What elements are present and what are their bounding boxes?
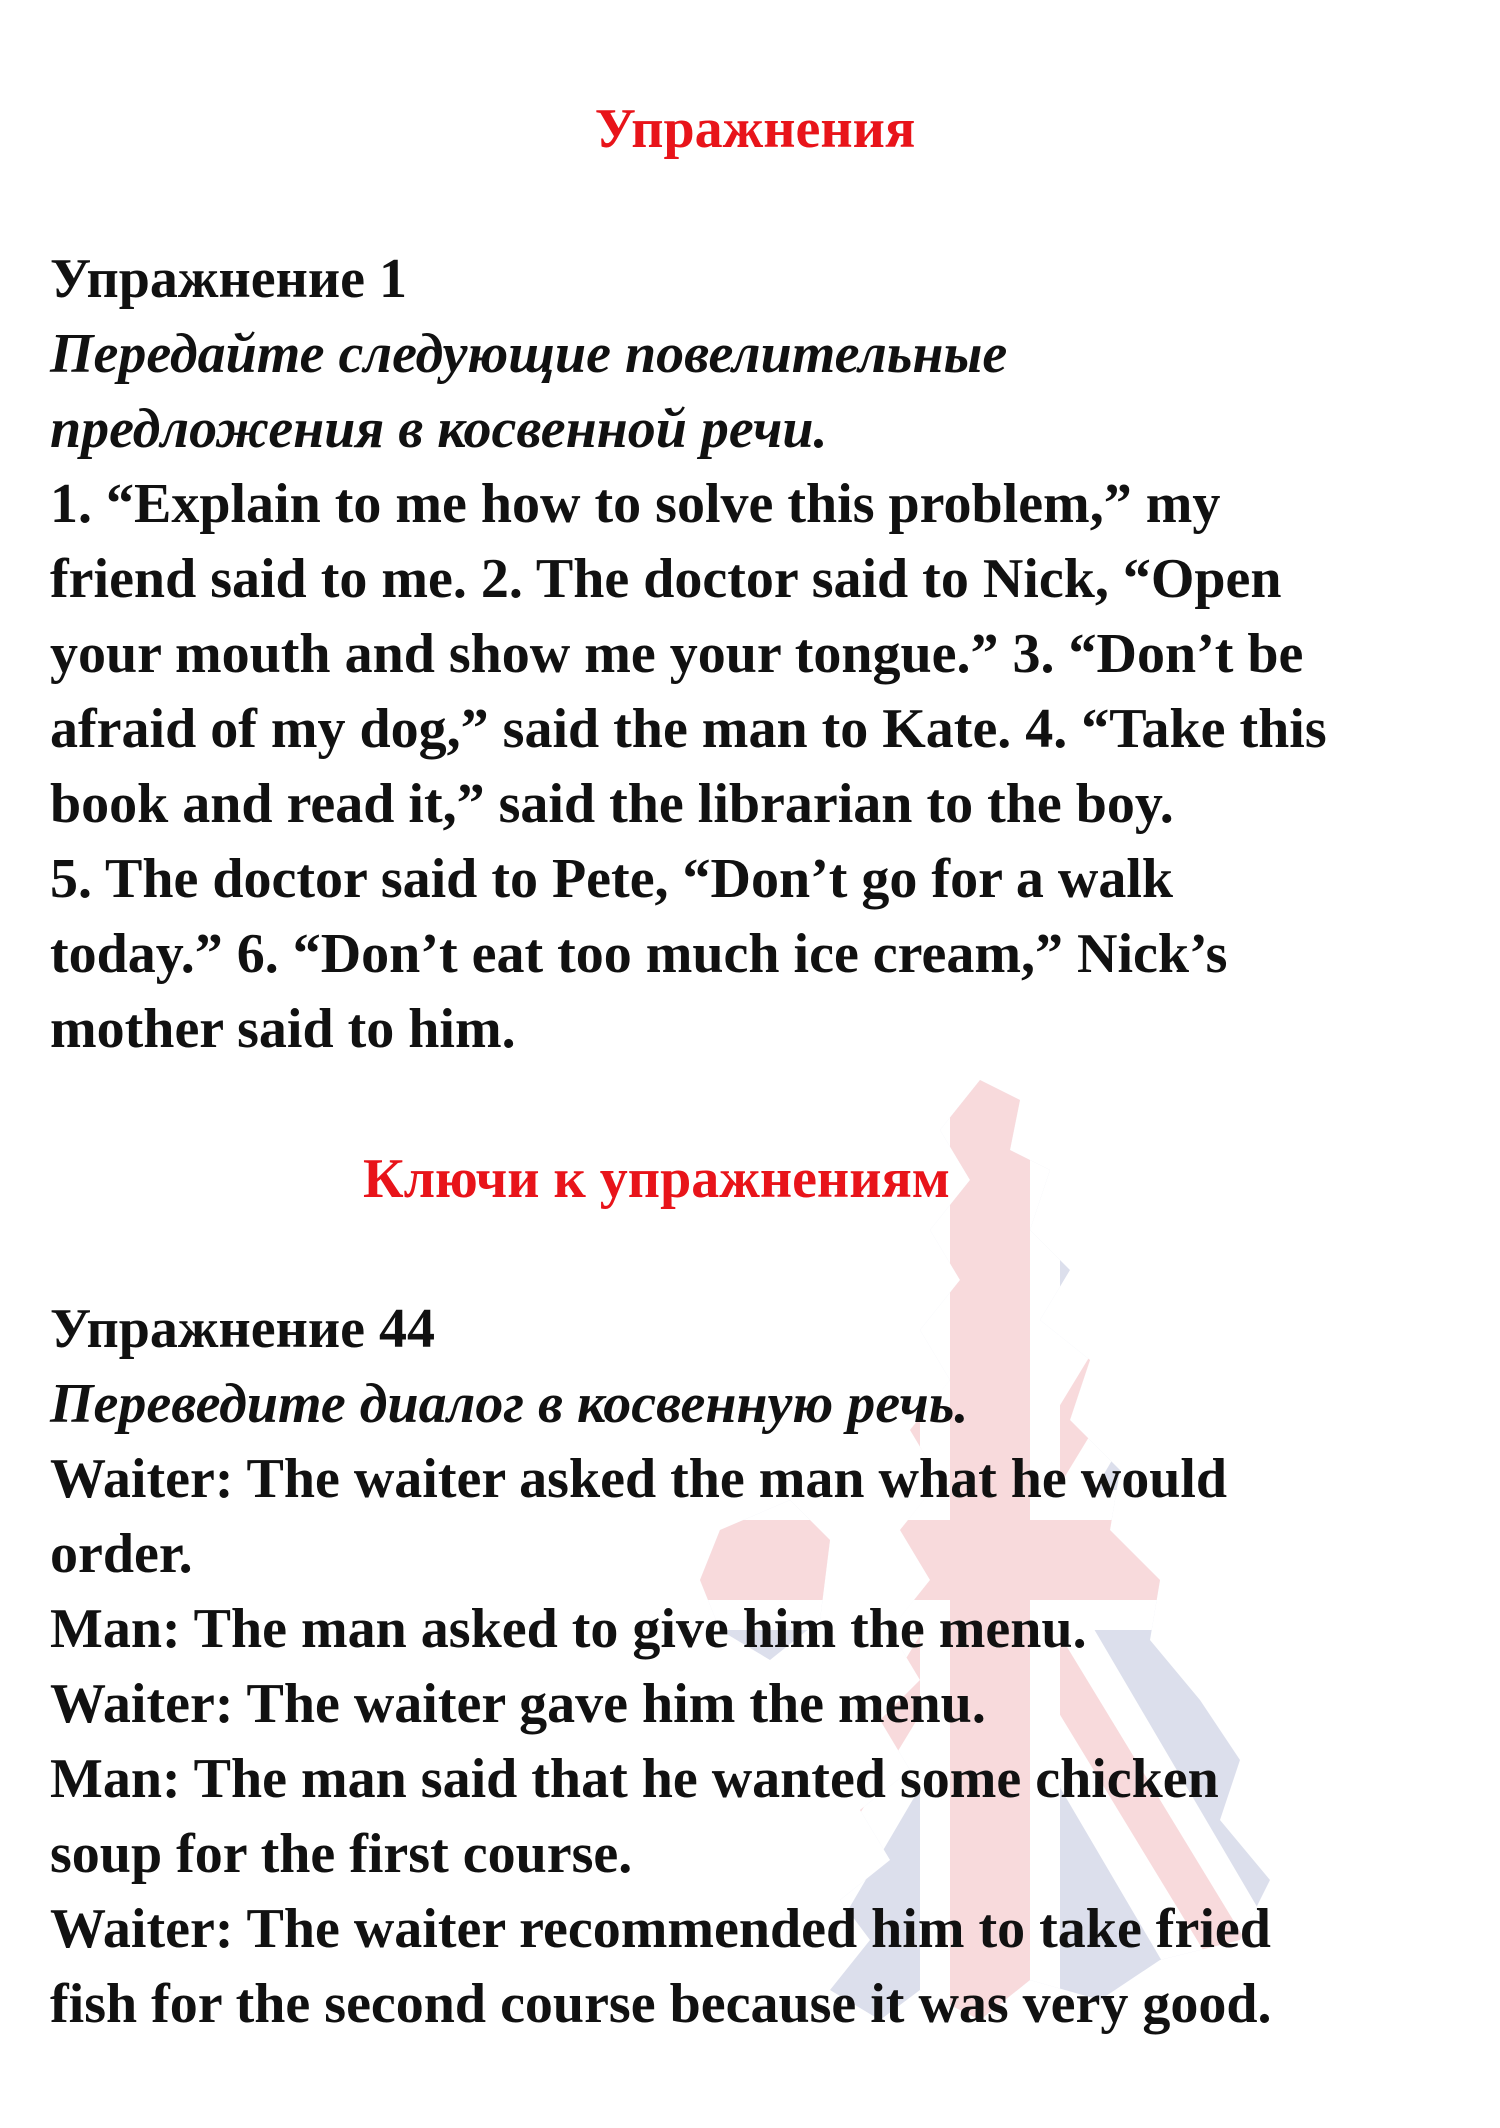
dialogue-line: Waiter: The waiter gave him the menu. [50, 1673, 986, 1735]
dialogue-line: fish for the second course because it was very good. [50, 1973, 1272, 2035]
exercise-1-text-line: your mouth and show me your tongue.” 3. “Don’t be [50, 623, 1304, 685]
exercise-1-text-line: 5. The doctor said to Pete, “Don’t go for a walk [50, 848, 1174, 910]
dialogue-line: Waiter: The waiter asked the man what he would [50, 1448, 1228, 1510]
exercise-1-text-line: book and read it,” said the librarian to the boy. [50, 773, 1174, 835]
exercise-1-instruction-line: Передайте следующие повелительные [50, 323, 1008, 385]
exercise-1-section [50, 242, 1460, 1067]
document-page [50, 92, 1460, 2042]
dialogue-line: Man: The man said that he wanted some chicken [50, 1748, 1219, 1810]
page-heading: Упражнения [594, 98, 916, 160]
exercise-44-title: Упражнение 44 [50, 1298, 436, 1360]
dialogue-line: soup for the first course. [50, 1823, 633, 1885]
exercise-1-text-line: today.” 6. “Don’t eat too much ice cream,” Nick’s [50, 923, 1228, 985]
dialogue-line: Man: The man asked to give him the menu. [50, 1598, 1087, 1660]
exercise-1-instruction-line: предложения в косвенной речи. [50, 398, 828, 460]
exercise-1-text-line: 1. “Explain to me how to solve this problem,” my [50, 473, 1221, 535]
dialogue-line: Waiter: The waiter recommended him to take fried [50, 1898, 1271, 1960]
exercise-44-instruction: Переведите диалог в косвенную речь. [50, 1373, 969, 1435]
exercise-44-section [50, 1292, 1460, 2042]
exercise-1-title: Упражнение 1 [50, 248, 408, 310]
keys-heading: Ключи к упражнениям [363, 1148, 950, 1210]
dialogue-line: order. [50, 1523, 193, 1585]
exercise-1-text-line: afraid of my dog,” said the man to Kate. 4. “Take this [50, 698, 1327, 760]
exercise-1-text-line: friend said to me. 2. The doctor said to Nick, “Open [50, 548, 1282, 610]
exercise-1-text-line: mother said to him. [50, 998, 516, 1060]
